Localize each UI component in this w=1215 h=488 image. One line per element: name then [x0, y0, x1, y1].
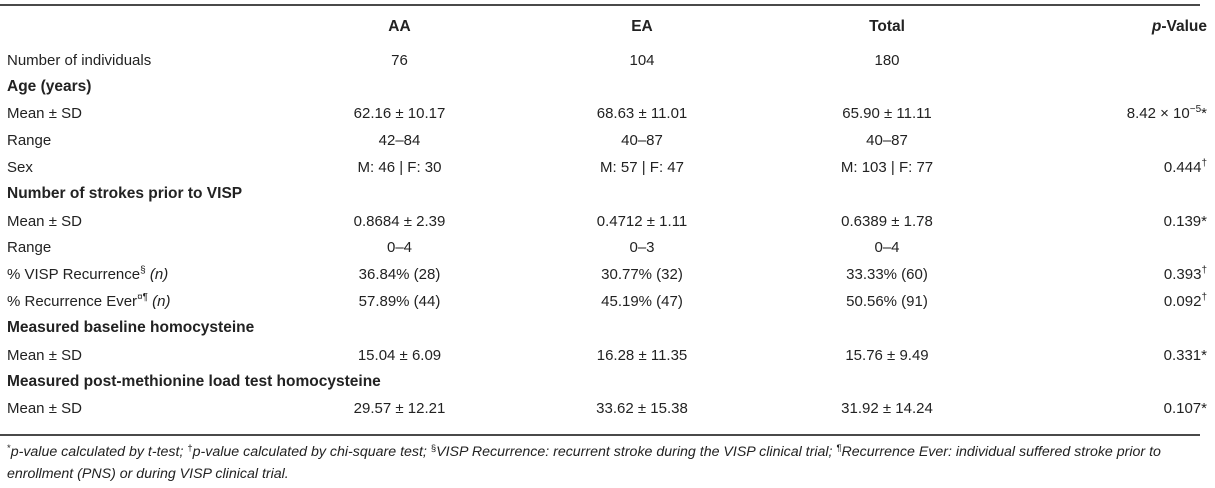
- row-label: Sex: [7, 159, 33, 177]
- section-heading-baseline: Measured baseline homocysteine: [7, 319, 255, 337]
- cell-total: 40–87: [866, 132, 908, 150]
- cell-aa: 29.57 ± 12.21: [353, 400, 446, 418]
- header-ea: EA: [631, 17, 653, 35]
- cell-aa: 57.89% (44): [358, 293, 441, 311]
- demographics-table: [0, 6, 1215, 422]
- cell-aa: 0.8684 ± 2.39: [353, 212, 446, 230]
- cell-ea: 16.28 ± 11.35: [596, 346, 688, 364]
- cell-ea: 0.4712 ± 1.11: [596, 212, 688, 230]
- cell-ea: 33.62 ± 15.38: [596, 400, 688, 418]
- cell-p: [1007, 127, 1215, 154]
- table-row: [0, 47, 1215, 74]
- cell-total: 15.76 ± 9.49: [845, 346, 929, 364]
- cell-p: [1007, 47, 1215, 74]
- section-row: [0, 74, 1215, 101]
- header-blank: [0, 6, 282, 47]
- row-label: % Recurrence Ever¤¶ (n): [7, 292, 171, 311]
- cell-total: M: 103 | F: 77: [840, 159, 934, 177]
- cell-p: 0.444†: [1163, 158, 1207, 177]
- row-label: % VISP Recurrence§ (n): [7, 265, 169, 284]
- footnote-text: VISP Recurrence: recurrent stroke during the VISP clinical trial;: [436, 444, 837, 460]
- cell-total: 180: [874, 51, 900, 69]
- cell-aa: 62.16 ± 10.17: [353, 105, 446, 123]
- table-row: [0, 395, 1215, 422]
- cell-p: 0.107*: [1163, 400, 1207, 418]
- cell-p: 0.139*: [1163, 212, 1207, 230]
- row-label: Range: [7, 132, 52, 150]
- cell-aa: 36.84% (28): [358, 266, 441, 284]
- table-row: [0, 261, 1215, 288]
- cell-p: [1007, 235, 1215, 262]
- table-row: [0, 127, 1215, 154]
- section-row: [0, 181, 1215, 208]
- section-row: [0, 369, 1215, 396]
- footnote-mark: †: [187, 443, 193, 454]
- footnote-mark: §: [430, 443, 437, 454]
- cell-p: 0.393†: [1163, 265, 1207, 284]
- table-row: [0, 154, 1215, 181]
- section-heading-age: Age (years): [7, 78, 92, 96]
- cell-total: 0–4: [874, 239, 900, 257]
- cell-ea: 68.63 ± 11.01: [596, 105, 688, 123]
- cell-aa: 15.04 ± 6.09: [357, 346, 442, 364]
- cell-total: 65.90 ± 11.11: [842, 105, 932, 123]
- footnote-text: p-value calculated by chi-square test;: [192, 444, 431, 460]
- table-row: [0, 101, 1215, 128]
- header-p-value: p-Value: [1151, 17, 1207, 35]
- cell-ea: M: 57 | F: 47: [600, 159, 684, 177]
- cell-p: 0.331*: [1163, 346, 1207, 364]
- cell-aa: 0–4: [386, 239, 413, 257]
- cell-aa: 76: [391, 51, 408, 69]
- row-label: Mean ± SD: [7, 212, 82, 230]
- cell-ea: 40–87: [621, 132, 663, 150]
- table-footnote: [7, 442, 1187, 484]
- bottom-rule: [0, 434, 1200, 436]
- cell-total: 50.56% (91): [846, 293, 928, 311]
- footnote-text: p-value calculated by t-test;: [10, 444, 188, 460]
- cell-p: $8.42 \times 10^{-5}*$: [1126, 104, 1207, 123]
- cell-total: 33.33% (60): [846, 266, 928, 284]
- table-row: [0, 288, 1215, 315]
- section-heading-postload: Measured post-methionine load test homocysteine: [7, 372, 381, 390]
- cell-ea: 104: [629, 51, 655, 69]
- cell-p: 0.092†: [1163, 292, 1207, 311]
- row-label: Range: [7, 239, 52, 257]
- footnote-mark: ¶: [836, 443, 842, 454]
- footnote-mark: *: [7, 443, 11, 454]
- row-label: Mean ± SD: [7, 400, 82, 418]
- cell-aa: 42–84: [378, 132, 421, 150]
- table-row: [0, 342, 1215, 369]
- cell-ea: 0–3: [629, 239, 655, 257]
- row-label: Number of individuals: [7, 51, 152, 69]
- header-total: Total: [869, 17, 905, 35]
- cell-aa: M: 46 | F: 30: [357, 159, 442, 177]
- section-heading-strokes: Number of strokes prior to VISP: [7, 185, 243, 203]
- cell-ea: 45.19% (47): [601, 293, 683, 311]
- header-row: [0, 6, 1215, 47]
- cell-total: 31.92 ± 14.24: [841, 400, 933, 418]
- row-label: Mean ± SD: [7, 105, 82, 123]
- section-row: [0, 315, 1215, 342]
- header-aa: AA: [388, 17, 411, 35]
- row-label: Mean ± SD: [7, 346, 82, 364]
- footnote-text: Recurrence Ever: individual suffered stroke prior to enrollment (PNS) or during VISP clinical trial.: [7, 444, 1161, 482]
- cell-ea: 30.77% (32): [601, 266, 683, 284]
- table-row: [0, 235, 1215, 262]
- cell-total: 0.6389 ± 1.78: [841, 212, 933, 230]
- table-row: [0, 208, 1215, 235]
